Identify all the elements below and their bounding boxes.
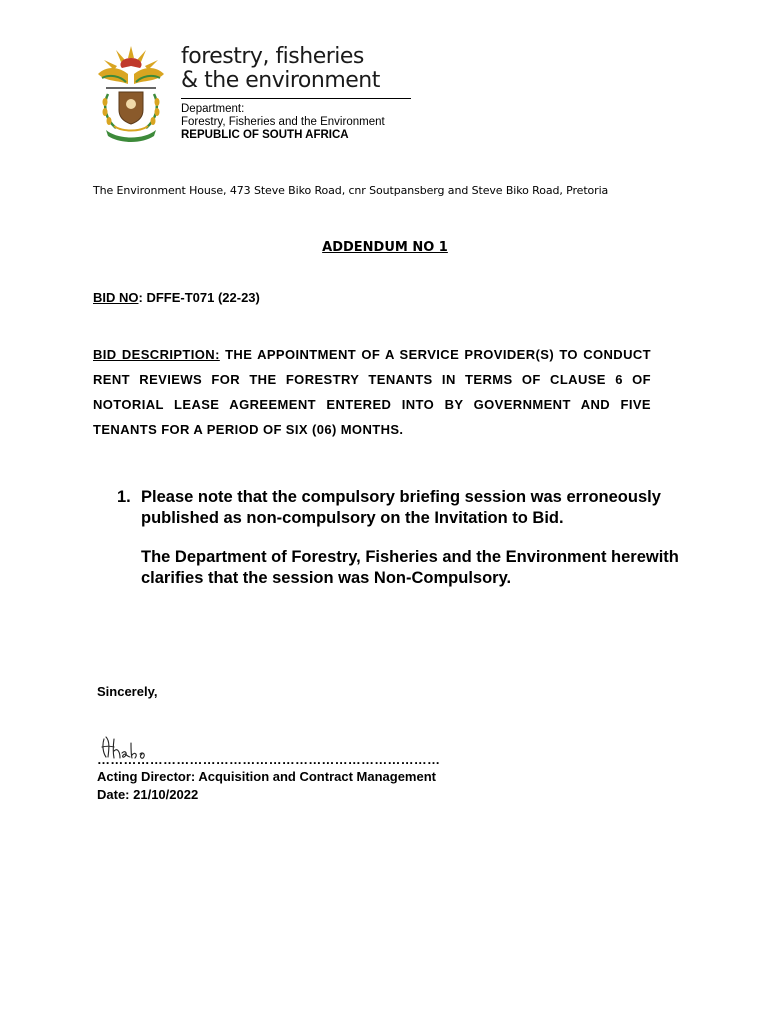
list-item-number: 1. <box>117 488 131 506</box>
department-address: The Environment House, 473 Steve Biko Road, cnr Soutpansberg and Steve Biko Road, Pretoria <box>93 184 609 197</box>
signoff-block <box>97 768 436 804</box>
brand-line-1: forestry, fisheries <box>181 44 364 69</box>
coat-of-arms-icon <box>92 44 170 142</box>
brand-divider <box>181 98 411 99</box>
list-item <box>117 487 687 607</box>
document-title: ADDENDUM NO 1 <box>322 240 448 255</box>
country-name: REPUBLIC OF SOUTH AFRICA <box>181 129 349 141</box>
bid-description-label: BID DESCRIPTION: <box>93 347 220 362</box>
department-label: Department: <box>181 103 245 115</box>
department-block <box>181 103 413 142</box>
notes-list <box>117 487 687 607</box>
bid-description-text: THE APPOINTMENT OF A SERVICE PROVIDER(S) TO CONDUCT RENT REVIEWS FOR THE FORESTRY TENANTS IN TERMS OF CLAUSE 6 OF NOTORIAL LEASE AGREEMENT ENTERED INTO BY GOVERNMENT AND FIVE TENANTS FOR A PERIOD OF SIX (06) MONTHS. <box>93 347 651 437</box>
note-paragraph-2: The Department of Forestry, Fisheries and the Environment herewith clarifies that the session was Non-Compulsory. <box>141 548 679 587</box>
document-date: Date: 21/10/2022 <box>97 787 199 802</box>
salutation: Sincerely, <box>97 684 158 699</box>
bid-description <box>93 342 651 442</box>
bid-number-value: : DFFE-T071 (22-23) <box>138 290 260 305</box>
signature-line: …………………………………………………………………… <box>97 752 441 767</box>
note-paragraph-1: Please note that the compulsory briefing session was erroneously published as non-compulsory on the Invitation to Bid. <box>141 488 661 527</box>
department-name: Forestry, Fisheries and the Environment <box>181 116 385 128</box>
brand-line-2: & the environment <box>181 68 380 93</box>
department-branding <box>181 45 413 142</box>
bid-number-label: BID NO <box>93 290 139 305</box>
signatory-title: Acting Director: Acquisition and Contract Management <box>97 769 436 784</box>
bid-number <box>93 290 260 305</box>
list-item-body <box>141 487 687 607</box>
